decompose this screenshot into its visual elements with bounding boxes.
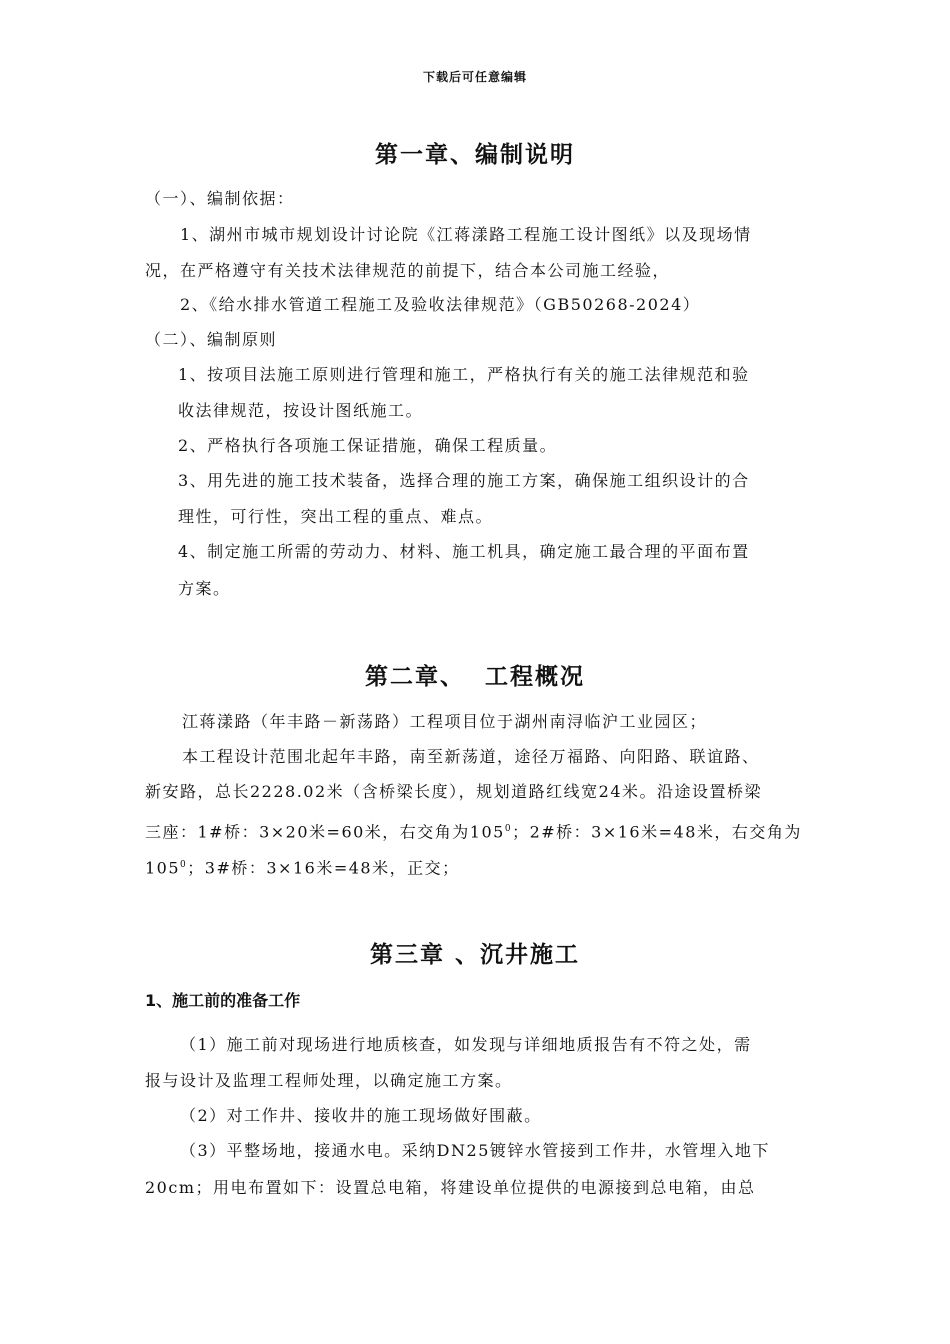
degree-mark: 0	[180, 860, 188, 870]
principle-4-line-2: 方案。	[178, 579, 231, 598]
basis-item-2: 2、《给水排水管道工程施工及验收法律规范》（GB50268-2024）	[180, 295, 701, 314]
chapter-3-title: 第三章 、沉井施工	[369, 942, 580, 968]
overview-line-3: 新安路，总长2228.02米（含桥梁长度），规划道路红线宽24米。沿途设置桥梁	[145, 782, 763, 801]
overview-line-5	[145, 854, 460, 879]
chapter-2-title: 第二章、 工程概况	[364, 664, 585, 690]
overview-line-1: 江蒋漾路（年丰路－新荡路）工程项目位于湖州南浔临沪工业园区；	[182, 712, 708, 731]
overview-line-5-a: 105	[145, 858, 181, 878]
principle-3-line-1: 3、用先进的施工技术装备，选择合理的施工方案，确保施工组织设计的合	[178, 471, 750, 490]
degree-mark: 0	[504, 824, 513, 834]
header-note: 下载后可任意编辑	[422, 70, 527, 84]
principle-4-line-1: 4、制定施工所需的劳动力、材料、施工机具，确定施工最合理的平面布置	[178, 542, 750, 561]
basis-item-1-line-1: 1、湖州市城市规划设计讨论院《江蒋漾路工程施工设计图纸》以及现场情	[180, 225, 752, 244]
overview-line-5-b: ；3#桥：3×16米=48米，正交；	[187, 858, 460, 878]
section-principle-heading: （二）、编制原则	[145, 330, 278, 349]
overview-line-4-a: 三座：1#桥：3×20米=60米，右交角为105	[145, 822, 505, 842]
principle-1-line-1: 1、按项目法施工原则进行管理和施工，严格执行有关的施工法律规范和验	[178, 365, 750, 384]
prep-item-3-line-2: 20cm；用电布置如下：设置总电箱，将建设单位提供的电源接到总电箱，由总	[145, 1178, 756, 1197]
principle-2: 2、严格执行各项施工保证措施，确保工程质量。	[178, 436, 558, 455]
principle-1-line-2: 收法律规范，按设计图纸施工。	[178, 401, 424, 420]
principle-3-line-2: 理性，可行性，突出工程的重点、难点。	[178, 507, 494, 526]
subsection-preparation-heading: 1、施工前的准备工作	[145, 991, 301, 1010]
basis-item-1-line-2: 况，在严格遵守有关技术法律规范的前提下，结合本公司施工经验，	[145, 261, 671, 280]
section-basis-heading: （一）、编制依据：	[145, 189, 295, 208]
prep-item-2: （2）对工作井、接收井的施工现场做好围蔽。	[180, 1106, 542, 1125]
overview-line-4	[145, 818, 802, 843]
prep-item-1-line-1: （1）施工前对现场进行地质核查，如发现与详细地质报告有不符之处，需	[180, 1035, 752, 1054]
chapter-1-title: 第一章、编制说明	[375, 142, 575, 168]
prep-item-1-line-2: 报与设计及监理工程师处理，以确定施工方案。	[145, 1071, 513, 1090]
overview-line-4-b: ；2#桥：3×16米=48米，右交角为	[512, 822, 802, 842]
prep-item-3-line-1: （3）平整场地，接通水电。采纳DN25镀锌水管接到工作井，水管埋入地下	[180, 1141, 770, 1160]
overview-line-2: 本工程设计范围北起年丰路，南至新荡道，途径万福路、向阳路、联谊路、	[182, 747, 760, 766]
